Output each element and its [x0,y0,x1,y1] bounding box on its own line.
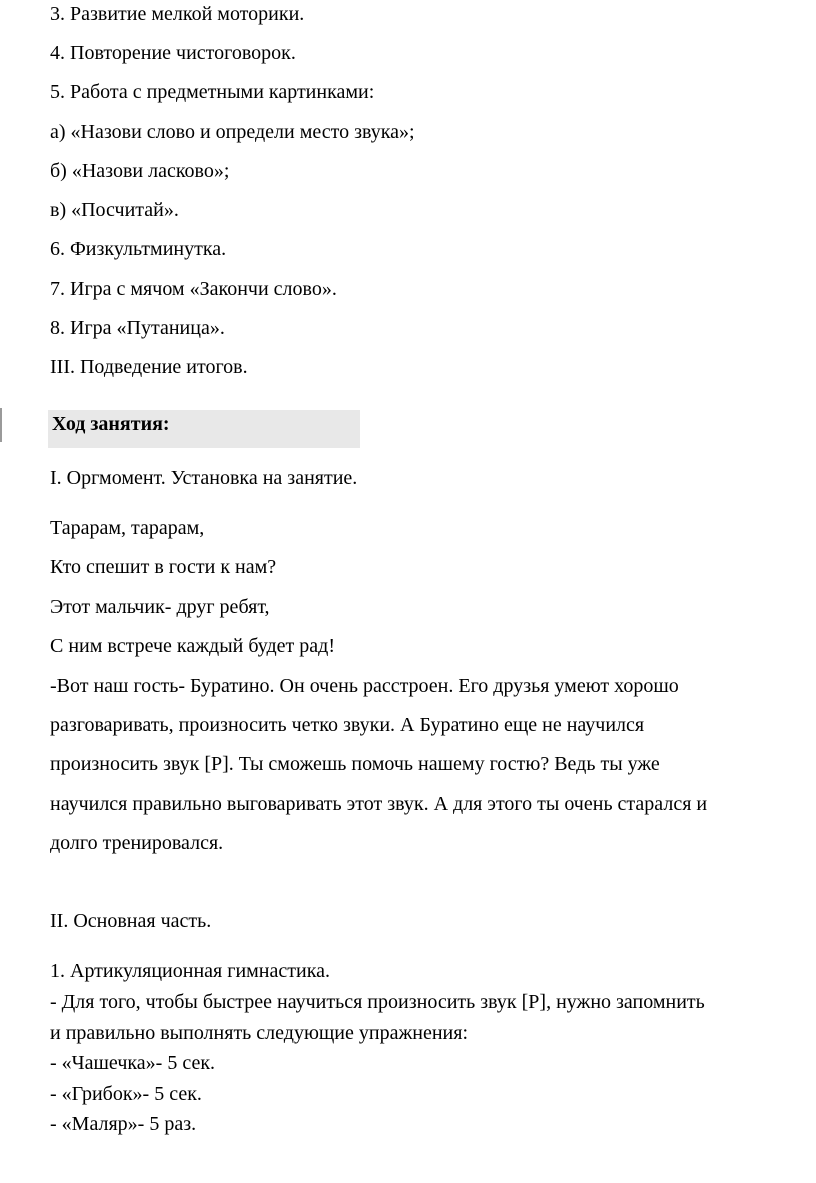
section-heading: Ход занятия: [52,413,170,435]
plan-item: 5. Работа с предметными картинками: [50,81,375,103]
exercise-line: 1. Артикуляционная гимнастика. [50,960,330,982]
poem-line: Тарарам, тарарам, [50,517,205,539]
section-title: I. Оргмомент. Установка на занятие. [50,467,358,489]
exercise-line: - «Чашечка»- 5 сек. [50,1052,216,1074]
margin-marker [0,408,2,442]
poem-line: Этот мальчик- друг ребят, [50,596,270,618]
plan-item: б) «Назови ласково»; [50,160,230,182]
paragraph-line: -Вот наш гость- Буратино. Он очень расстроен. Его друзья умеют хорошо [50,675,679,697]
paragraph-line: долго тренировался. [50,832,224,854]
plan-item: 7. Игра с мячом «Закончи слово». [50,278,337,300]
plan-item: 4. Повторение чистоговорок. [50,42,296,64]
exercise-line: - Для того, чтобы быстрее научиться произносить звук [Р], нужно запомнить [50,991,705,1013]
paragraph-line: произносить звук [Р]. Ты сможешь помочь нашему гостю? Ведь ты уже [50,753,660,775]
poem-line: Кто спешит в гости к нам? [50,556,277,578]
plan-item: 8. Игра «Путаница». [50,317,225,339]
paragraph-line: разговаривать, произносить четко звуки. А Буратино еще не научился [50,714,645,736]
plan-item: 3. Развитие мелкой моторики. [50,3,305,25]
plan-item: 6. Физкультминутка. [50,238,227,260]
exercise-line: и правильно выполнять следующие упражнения: [50,1022,469,1044]
plan-item: III. Подведение итогов. [50,356,248,378]
section-title: II. Основная часть. [50,910,212,932]
exercise-line: - «Маляр»- 5 раз. [50,1113,197,1135]
plan-item: в) «Посчитай». [50,199,179,221]
exercise-line: - «Грибок»- 5 сек. [50,1083,202,1105]
poem-line: С ним встрече каждый будет рад! [50,635,335,657]
paragraph-line: научился правильно выговаривать этот звук. А для этого ты очень старался и [50,793,708,815]
plan-item: а) «Назови слово и определи место звука»; [50,121,415,143]
